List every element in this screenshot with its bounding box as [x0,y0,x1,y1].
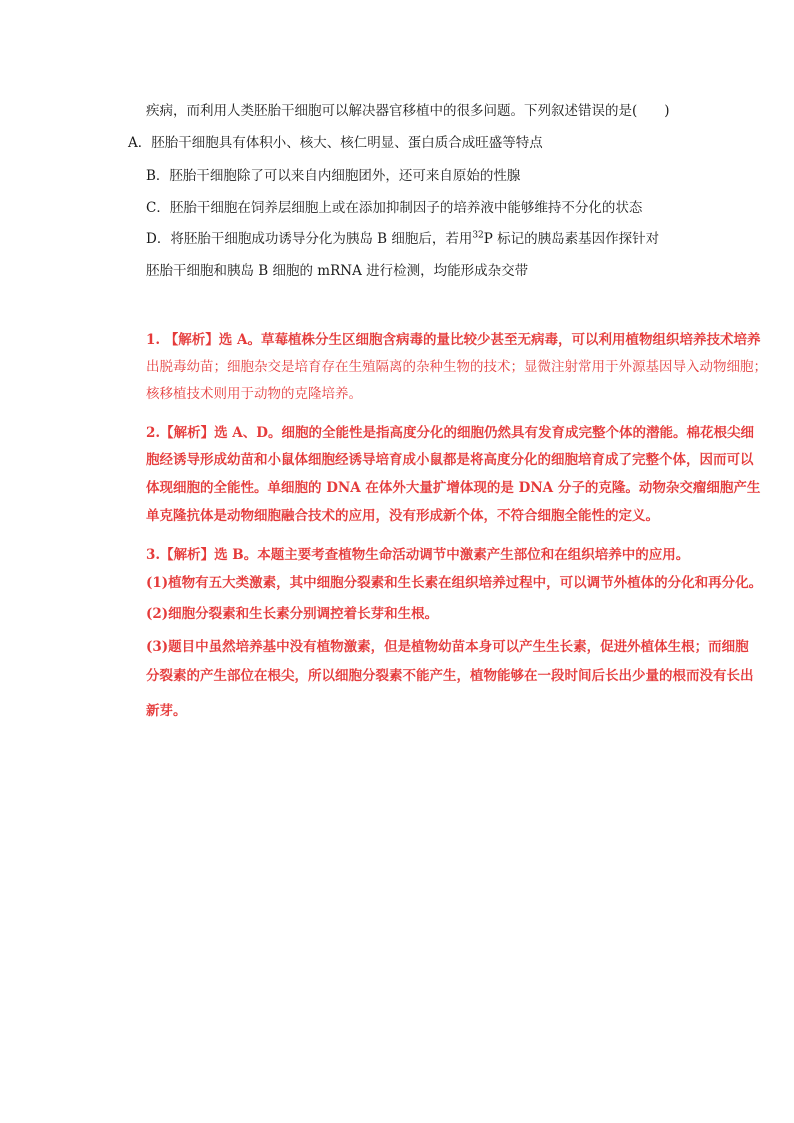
option-c: C．胚胎干细胞在饲养层细胞上或在添加抑制因子的培养液中能够维持不分化的状态 [146,200,643,216]
option-b: B．胚胎干细胞除了可以来自内细胞团外，还可来自原始的性腺 [146,168,521,184]
answer-2-line-2: 胞经诱导形成幼苗和小鼠体细胞经诱导培育成小鼠都是将高度分化的细胞培育成了完整个体，因而可以 [146,452,754,468]
option-d-line-1 [146,230,659,248]
answer-1-line-3: 核移植技术则用于动物的克隆培养。 [146,386,362,402]
answer-2-line-4: 单克隆抗体是动物细胞融合技术的应用，没有形成新个体，不符合细胞全能性的定义。 [146,508,659,524]
answer-3-line-1: 3.【解析】选 B。本题主要考查植物生命活动调节中激素产生部位和在组织培养中的应用。 [146,547,690,563]
option-a: A．胚胎干细胞具有体积小、核大、核仁明显、蛋白质合成旺盛等特点 [128,135,543,151]
answer-1-line-1: 1. 【解析】选 A。草莓植株分生区细胞含病毒的量比较少甚至无病毒，可以利用植物组织培养技术培养 [146,332,761,348]
option-d-text-post: P 标记的胰岛素基因作探针对 [483,231,660,247]
option-d-text-pre: D．将胚胎干细胞成功诱导分化为胰岛 B 细胞后，若用 [146,231,473,247]
option-d-isotope-superscript: 32 [472,230,484,241]
answer-2-line-1: 2.【解析】选 A、D。细胞的全能性是指高度分化的细胞仍然具有发育成完整个体的潜能。棉花根尖细 [146,425,754,441]
answer-3-point-1: (1)植物有五大类激素，其中细胞分裂素和生长素在组织培养过程中，可以调节外植体的分化和再分化。 [146,575,763,591]
answer-2-line-3: 体现细胞的全能性。单细胞的 DNA 在体外大量扩增体现的是 DNA 分子的克隆。动物杂交瘤细胞产生 [146,480,761,496]
option-d-line-2: 胚胎干细胞和胰岛 B 细胞的 mRNA 进行检测，均能形成杂交带 [146,263,529,279]
question-stem: 疾病，而利用人类胚胎干细胞可以解决器官移植中的很多问题。下列叙述错误的是( ) [146,103,670,119]
answer-1-line-2: 出脱毒幼苗；细胞杂交是培育存在生殖隔离的杂种生物的技术；显微注射常用于外源基因导入动物细胞； [146,359,767,375]
answer-3-point-3-line-3: 新芽。 [146,703,187,719]
answer-3-point-2: (2)细胞分裂素和生长素分别调控着长芽和生根。 [146,606,439,622]
answer-3-point-3-line-1: (3)题目中虽然培养基中没有植物激素，但是植物幼苗本身可以产生生长素，促进外植体生根；而细胞 [146,639,749,655]
answer-3-point-3-line-2: 分裂素的产生部位在根尖，所以细胞分裂素不能产生，植物能够在一段时间后长出少量的根而没有长出 [146,668,754,684]
